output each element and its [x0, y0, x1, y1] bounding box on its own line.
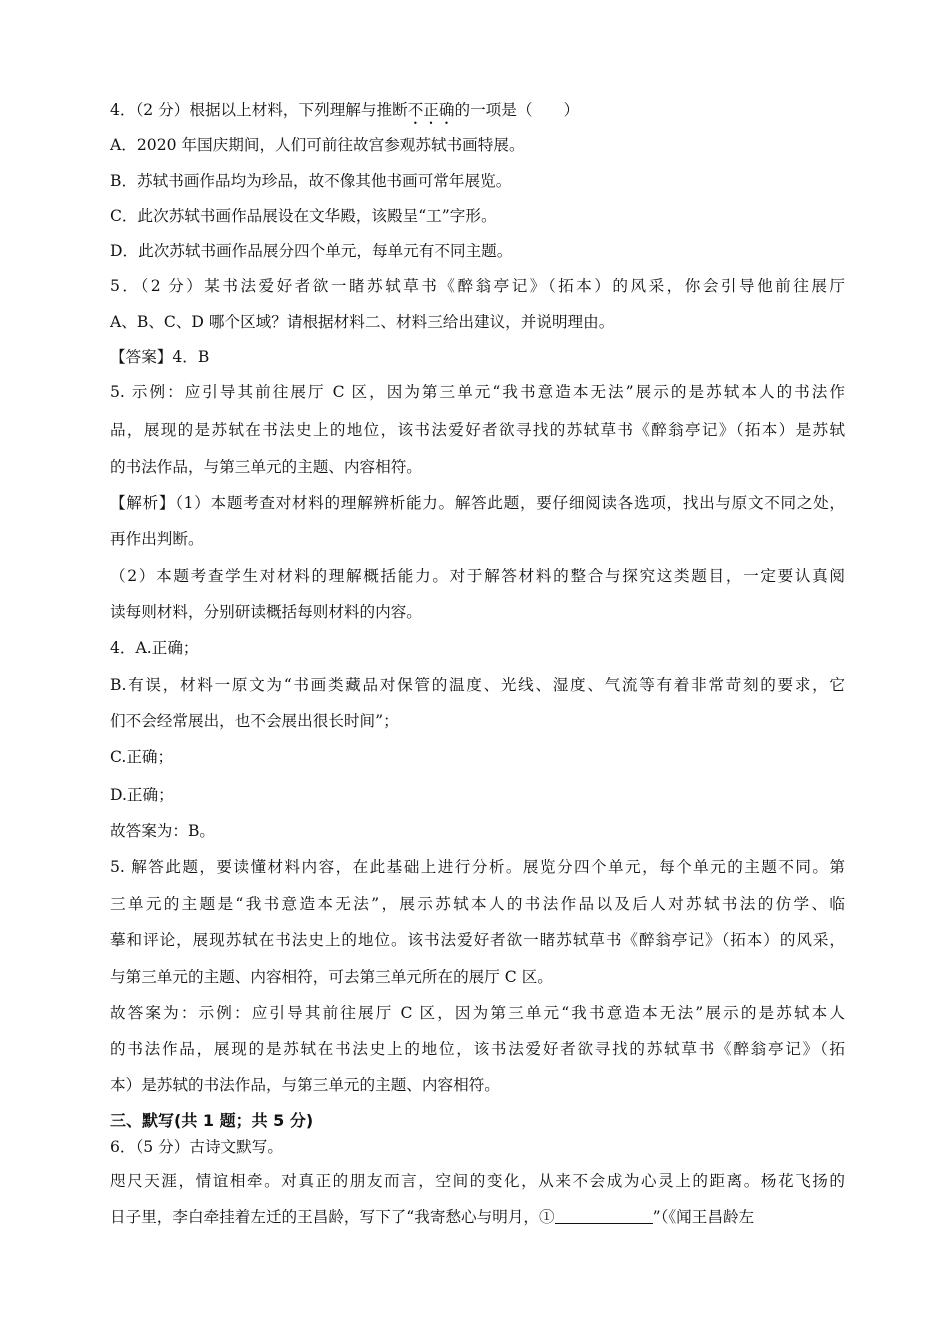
analysis-line13: 摹和评论，展现苏轼在书法史上的地位。该书法爱好者欲一睹苏轼草书《醉翁亭记》（拓本）的风采，	[110, 931, 845, 949]
analysis-line5: 4．A.正确；	[110, 639, 199, 657]
analysis-line9: D.正确；	[110, 786, 174, 804]
analysis-line7: 们不会经常展出，也不会展出很长时间”；	[110, 712, 399, 730]
q4-stem	[110, 99, 845, 128]
q4-option-a: A．2020 年国庆期间，人们可前往故宫参观苏轼书画特展。	[110, 136, 525, 154]
analysis-line6: B.有误，材料一原文为“书画类藏品对保管的温度、光线、湿度、气流等有着非常苛刻的要求，它	[110, 676, 845, 694]
q5-stem-line1: 5．（2 分）某书法爱好者欲一睹苏轼草书《醉翁亭记》（拓本）的风采，你会引导他前往展厅	[110, 277, 845, 295]
q6-stem: 6．（5 分）古诗文默写。	[110, 1138, 283, 1156]
analysis-line1: 【解析】（1）本题考查对材料的理解辨析能力。解答此题，要仔细阅读各选项，找出与原文不同之处，	[110, 494, 845, 512]
q4-stem-part: 4．（2 分）根据以上材料，下列理解与推断	[110, 101, 408, 119]
analysis-line17: 本）是苏轼的书法作品，与第三单元的主题、内容相符。	[110, 1076, 500, 1094]
analysis-line15: 故答案为：示例：应引导其前往展厅 C 区，因为第三单元“我书意造本无法”展示的是苏轼本人	[110, 1004, 845, 1022]
analysis-line10: 故答案为：B。	[110, 822, 216, 840]
section-heading: 三、默写(共 1 题；共 5 分)	[110, 1111, 314, 1130]
analysis-line11: 5. 解答此题，要读懂材料内容，在此基础上进行分析。展览分四个单元，每个单元的主题不同。第	[110, 858, 845, 876]
analysis-line16: 的书法作品，展现的是苏轼在书法史上的地位，该书法爱好者欲寻找的苏轼草书《醉翁亭记》（拓	[110, 1040, 845, 1058]
analysis-line8: C.正确；	[110, 748, 174, 766]
q4-option-c: C．此次苏轼书画作品展设在文华殿，该殿呈“工”字形。	[110, 207, 497, 225]
analysis-line2: 再作出判断。	[110, 530, 204, 548]
analysis-line3: （2）本题考查学生对材料的理解概括能力。对于解答材料的整合与探究这类题目，一定要认真阅	[110, 567, 845, 585]
emphasized-not-correct: 不正确	[407, 101, 455, 119]
q4-option-b: B．苏轼书画作品均为珍品，故不像其他书画可常年展览。	[110, 172, 512, 190]
analysis-line4: 读每则材料，分别研读概括每则材料的内容。	[110, 603, 422, 621]
q4-option-d: D．此次苏轼书画作品展分四个单元，每单元有不同主题。	[110, 242, 513, 260]
analysis-line12: 三单元的主题是“我书意造本无法”，展示苏轼本人的书法作品以及后人对苏轼书法的仿学、临	[110, 895, 845, 913]
q6-passage-tail: ”（《闻王昌龄左	[652, 1208, 755, 1226]
q6-passage-part: 日子里，李白牵挂着左迁的王昌龄，写下了“我寄愁心与明月，①	[110, 1208, 555, 1226]
answer-line2: 品，展现的是苏轼在书法史上的地位，该书法爱好者欲寻找的苏轼草书《醉翁亭记》（拓本）是苏轼	[110, 421, 845, 439]
analysis-line14: 与第三单元的主题、内容相符，可去第三单元所在的展厅 C 区。	[110, 968, 553, 986]
q5-stem-line2: A、B、C、D 哪个区域？请根据材料二、材料三给出建议，并说明理由。	[110, 313, 615, 331]
answer-label: 【答案】4．B	[110, 348, 210, 366]
answer-line3: 的书法作品，与第三单元的主题、内容相符。	[110, 458, 422, 476]
answer-line1: 5. 示例：应引导其前往展厅 C 区，因为第三单元“我书意造本无法”展示的是苏轼本人的书法作	[110, 383, 845, 401]
q6-passage-line1: 咫尺天涯，情谊相牵。对真正的朋友而言，空间的变化，从来不会成为心灵上的距离。杨花飞扬的	[110, 1172, 845, 1190]
answer-blank-1[interactable]	[555, 1207, 653, 1224]
q6-passage-line2	[110, 1206, 845, 1228]
q4-stem-tail: 的一项是（ ）	[454, 101, 580, 119]
